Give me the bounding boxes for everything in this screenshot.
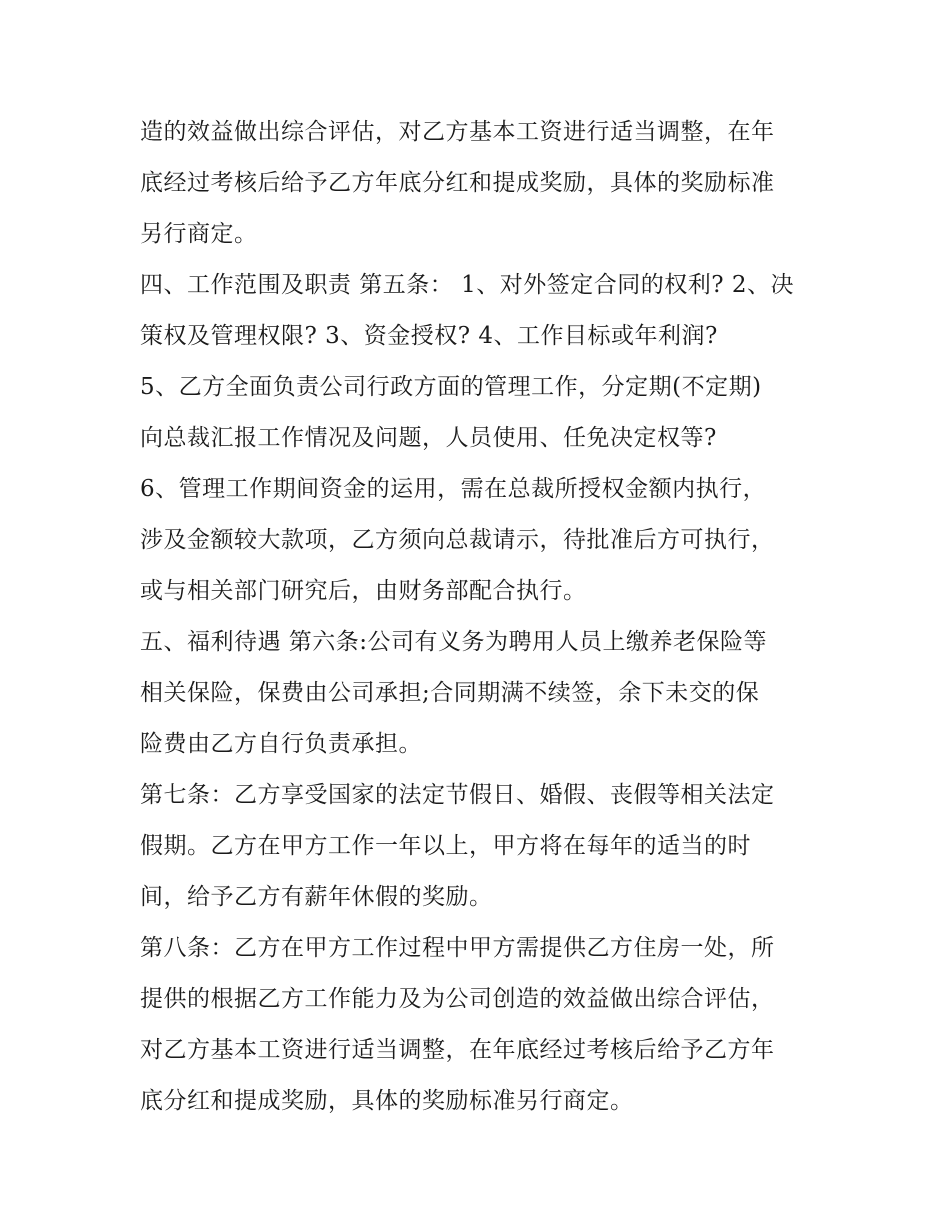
text-line: 5、乙方全面负责公司行政方面的管理工作，分定期(不定期) (140, 374, 762, 400)
text-line: 第八条：乙方在甲方工作过程中甲方需提供乙方住房一处，所 (140, 935, 775, 961)
document-body (140, 107, 820, 1127)
text-line: 提供的根据乙方工作能力及为公司创造的效益做出综合评估， (140, 986, 775, 1012)
text-line: 五、福利待遇 第六条:公司有义务为聘用人员上缴养老保险等 (140, 629, 768, 655)
text-line: 间，给予乙方有薪年休假的奖励。 (140, 884, 493, 910)
text-line: 假期。乙方在甲方工作一年以上，甲方将在每年的适当的时 (140, 833, 751, 859)
text-line: 险费由乙方自行负责承担。 (140, 731, 422, 757)
text-line: 相关保险，保费由公司承担;合同期满不续签，余下未交的保 (140, 680, 760, 706)
text-line: 造的效益做出综合评估，对乙方基本工资进行适当调整，在年 (140, 119, 775, 145)
text-line: 6、管理工作期间资金的运用，需在总裁所授权金额内执行， (140, 476, 767, 502)
text-line: 另行商定。 (140, 221, 258, 247)
text-line: 四、工作范围及职责 第五条： 1、对外签定合同的权利? 2、决 (140, 272, 795, 298)
text-line: 底经过考核后给予乙方年底分红和提成奖励，具体的奖励标准 (140, 170, 775, 196)
text-line: 或与相关部门研究后，由财务部配合执行。 (140, 578, 587, 604)
text-line: 底分红和提成奖励，具体的奖励标准另行商定。 (140, 1088, 634, 1114)
text-line: 对乙方基本工资进行适当调整，在年底经过考核后给予乙方年 (140, 1037, 775, 1063)
text-line: 向总裁汇报工作情况及问题，人员使用、任免决定权等? (140, 425, 717, 451)
text-line: 涉及金额较大款项，乙方须向总裁请示，待批准后方可执行， (140, 527, 775, 553)
text-line: 策权及管理权限? 3、资金授权? 4、工作目标或年利润? (140, 323, 718, 349)
text-line: 第七条：乙方享受国家的法定节假日、婚假、丧假等相关法定 (140, 782, 775, 808)
